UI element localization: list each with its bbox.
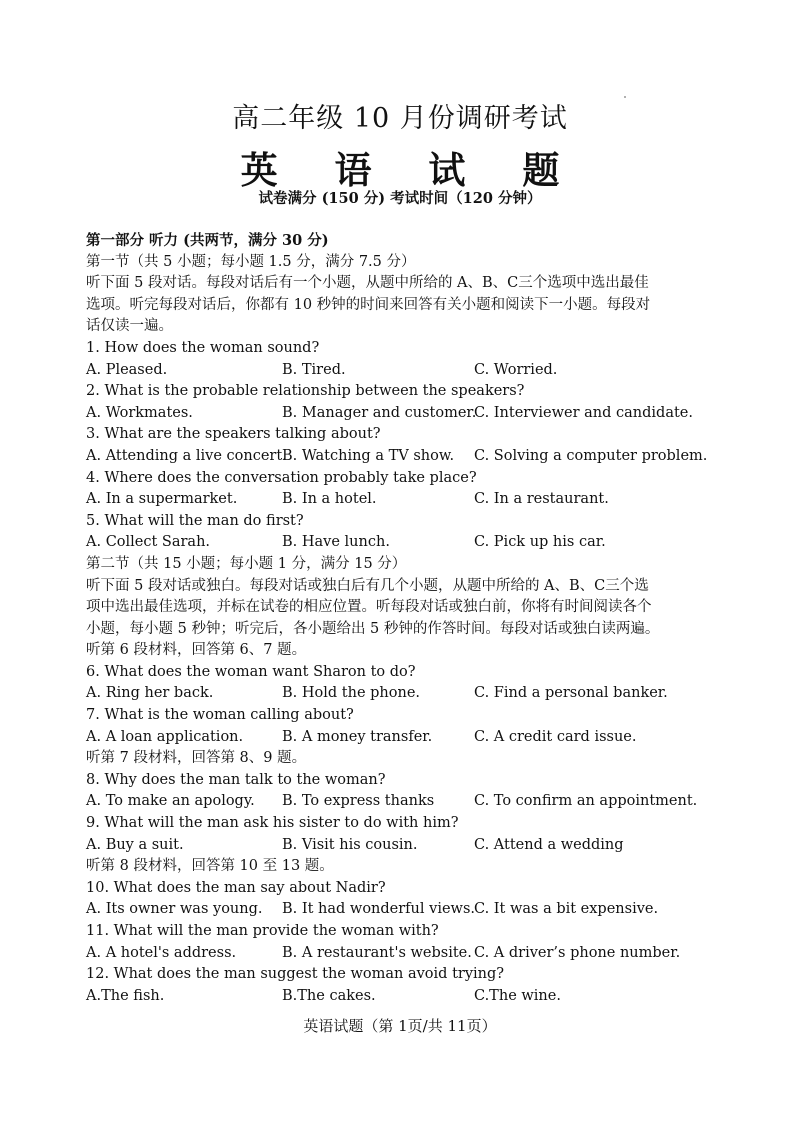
option-row — [86, 683, 726, 705]
option-c: C. In a restaurant. — [474, 491, 609, 508]
option-b: B. In a hotel. — [282, 491, 377, 508]
question-stem: 10. What does the man say about Nadir? — [86, 879, 386, 896]
option-c: C. Pick up his car. — [474, 534, 606, 551]
instruction-line: 项中选出最佳选项，并标在试卷的相应位置。听每段对话或独白前，你将有时间阅读各个 — [86, 599, 652, 616]
option-a: A. Collect Sarah. — [86, 534, 211, 551]
instruction-line: 话仅读一遍。 — [86, 318, 173, 335]
question-stem: 8. Why does the man talk to the woman? — [86, 771, 386, 788]
option-b: B. Hold the phone. — [282, 685, 421, 702]
option-row — [86, 532, 726, 554]
option-row — [86, 943, 726, 965]
option-c: C. To confirm an appointment. — [474, 793, 698, 810]
exam-body — [86, 230, 726, 1007]
option-row — [86, 489, 726, 511]
option-c: C. Worried. — [474, 361, 558, 378]
page-footer: 英语试题（第 1页/共 11页） — [303, 1017, 497, 1035]
option-c: C. Solving a computer problem. — [474, 447, 708, 464]
question-stem: 2. What is the probable relationship between the speakers? — [86, 383, 525, 400]
instruction-line: 选项。听完每段对话后，你都有 10 秒钟的时间来回答有关小题和阅读下一小题。每段对 — [86, 296, 651, 313]
option-row — [86, 835, 726, 857]
option-a: A. Workmates. — [86, 404, 193, 421]
option-a: A. A hotel's address. — [86, 944, 237, 961]
option-row — [86, 986, 726, 1008]
question-stem: 5. What will the man do first? — [86, 512, 304, 529]
option-b: B.The cakes. — [282, 987, 376, 1004]
option-a: A. A loan application. — [86, 728, 244, 745]
option-c: C. A driver’s phone number. — [474, 944, 681, 961]
question-stem: 3. What are the speakers talking about? — [86, 426, 381, 443]
option-a: A. In a supermarket. — [86, 491, 238, 508]
question-stem: 1. How does the woman sound? — [86, 339, 320, 356]
option-a: A. To make an apology. — [86, 793, 255, 810]
option-row — [86, 403, 726, 425]
option-row — [86, 791, 726, 813]
question-stem: 4. Where does the conversation probably take place? — [86, 469, 477, 486]
exam-title: 高二年级 10 月份调研考试 — [232, 103, 568, 134]
material-note: 听第 8 段材料，回答第 10 至 13 题。 — [86, 858, 334, 875]
option-b: B. A restaurant's website. — [282, 944, 472, 961]
option-b: B. Watching a TV show. — [282, 447, 455, 464]
option-a: A. Ring her back. — [86, 685, 214, 702]
section-heading: 第二节（共 15 小题；每小题 1 分，满分 15 分） — [86, 555, 407, 572]
option-row — [86, 899, 726, 921]
material-note: 听第 6 段材料，回答第 6、7 题。 — [86, 642, 307, 659]
option-a: A. Its owner was young. — [86, 901, 263, 918]
option-a: A.The fish. — [86, 987, 165, 1004]
instruction-line: 小题，每小题 5 秒钟；听完后，各小题给出 5 秒钟的作答时间。每段对话或独白读两遍。 — [86, 620, 660, 637]
instruction-line: 听下面 5 段对话或独白。每段对话或独白后有几个小题，从题中所给的 A、B、C三个选 — [86, 577, 649, 594]
question-stem: 11. What will the man provide the woman with? — [86, 923, 439, 939]
option-c: C.The wine. — [474, 987, 561, 1004]
option-c: C. A credit card issue. — [474, 728, 637, 745]
question-stem: 12. What does the man suggest the woman avoid trying? — [86, 966, 505, 983]
option-a: A. Pleased. — [86, 361, 168, 378]
option-a: A. Buy a suit. — [86, 836, 184, 853]
section-heading: 第一节（共 5 小题；每小题 1.5 分，满分 7.5 分） — [86, 253, 416, 270]
option-c: C. Find a personal banker. — [474, 685, 668, 702]
option-c: C. Attend a wedding — [474, 836, 624, 853]
option-b: B. Manager and customer. — [282, 404, 477, 421]
option-row — [86, 727, 726, 749]
option-b: B. To express thanks — [282, 793, 435, 810]
material-note: 听第 7 段材料，回答第 8、9 题。 — [86, 750, 307, 767]
option-a: A. Attending a live concert. — [86, 447, 287, 464]
instruction-line: 听下面 5 段对话。每段对话后有一个小题，从题中所给的 A、B、C三个选项中选出最佳 — [86, 275, 649, 292]
option-b: B. It had wonderful views. — [282, 901, 476, 918]
option-b: B. Tired. — [282, 361, 346, 378]
option-row — [86, 446, 726, 468]
option-b: B. A money transfer. — [282, 728, 433, 745]
option-b: B. Have lunch. — [282, 534, 390, 551]
subject-title: 英 语 试 题 — [240, 148, 582, 192]
question-stem: 6. What does the woman want Sharon to do? — [86, 663, 416, 680]
question-stem: 9. What will the man ask his sister to do with him? — [86, 815, 459, 832]
option-b: B. Visit his cousin. — [282, 836, 418, 853]
option-c: C. Interviewer and candidate. — [474, 404, 693, 421]
option-row — [86, 360, 726, 382]
exam-meta: 试卷满分 (150 分) 考试时间（120 分钟） — [258, 190, 542, 207]
option-c: C. It was a bit expensive. — [474, 901, 659, 918]
part-heading: 第一部分 听力 (共两节，满分 30 分) — [86, 232, 329, 249]
question-stem: 7. What is the woman calling about? — [86, 707, 354, 724]
